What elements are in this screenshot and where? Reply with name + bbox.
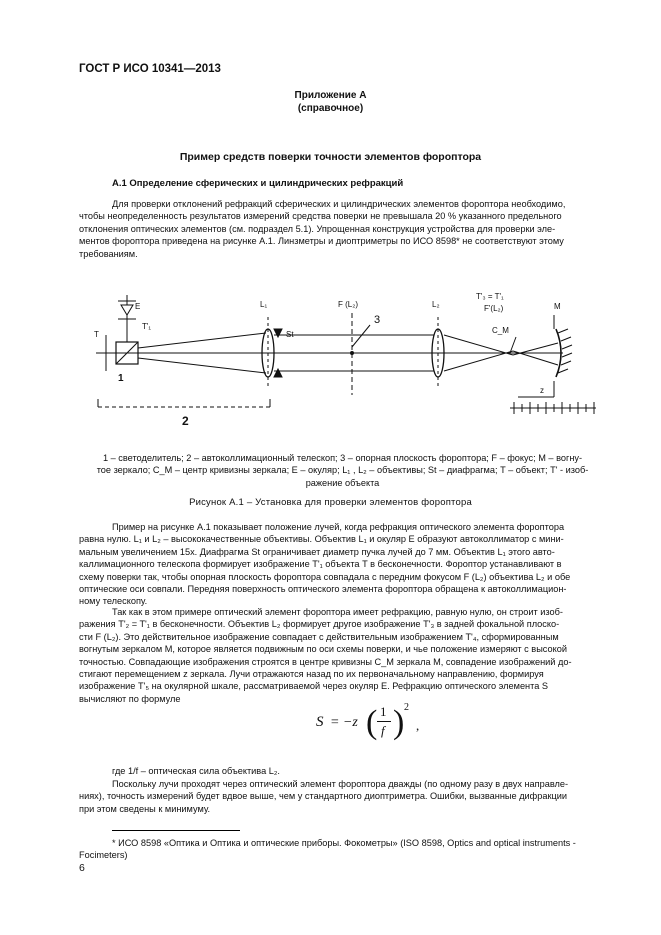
ray [444,335,513,355]
label-e: E [135,302,141,311]
label-2: 2 [182,414,189,428]
text-line: ражения T'₂ = T'₁ в бесконечности. Объектив L₂ формирует другое изображение T'₃ в задней фокальной плоско- [79,619,560,630]
text-line: Для проверки отклонений рефракций сферических и цилиндрических элементов фороптора необходимо, [112,199,566,209]
label-st: St [286,330,294,339]
footnote-divider [112,830,240,831]
formula-paren-open: ( [366,704,378,741]
where-line: где 1/f – оптическая сила объектива L₂. [112,766,280,776]
text-line: вогнутым зеркалом M, которое является подвижным по оси схемы поверки, и чье положение измеряют с высокой [79,644,567,655]
optical-setup-figure [88,285,608,435]
formula-paren-close: ) [393,704,405,741]
figure-name: Рисунок А.1 – Установка для проверки элементов фороптора [189,497,472,508]
text-line: каллимационного телескопа формирует изображение T'₁ объекта T в бесконечности. Фороптор устанавливают в [79,559,562,570]
text-line: ментов фороптора приведена на рисунке А.1. Линзметры и диоптриметры по ИСО 8598* не соответствуют этому [79,236,564,247]
caption-line: 1 – светоделитель; 2 – автоколлимационный телескоп; 3 – опорная плоскость фороптора; F – фокус; M – вогну- [102,453,583,463]
formula-fraction-bar [377,721,391,722]
page-number: 6 [79,862,85,874]
main-title: Пример средств поверки точности элементов фороптора [179,151,482,163]
text-line: оптические оси совпали. Передняя поверхность оптического элемента фороптора обращена к автоколлимацион- [79,584,567,595]
text-line: точностью. Совпадающие изображения строятся в центре кривизны C_M зеркала M, совпадение изображений до- [79,656,572,667]
text-line: ниях), точность измерений будет вдвое выше, чем у стандартного диоптриметра. Ошибки, вызванные дифракции [79,791,568,802]
text-line: требованиям. [79,248,138,259]
footnote [79,837,608,862]
ray [138,358,266,373]
text-line: Так как в этом примере оптический элемент фороптора имеет рефракцию, равную нулю, он строит изоб- [112,607,563,617]
formula-denominator: f [381,723,385,738]
footnote-line: Focimeters) [79,850,128,861]
diaphragm-st [274,329,282,337]
ray [138,333,266,348]
eyepiece-marker [121,305,133,315]
footnote-line: * ИСО 8598 «Оптика и Оптика и оптические приборы. Фокометры» (ISO 8598, Optics and optical instruments - [112,838,576,848]
paragraph-3 [79,606,608,705]
text-line: сти F (L₂). Это действительное изображение совпадает с действительным изображением T'₄, сформированным [79,631,559,642]
caption-line: ражение объекта [305,477,380,488]
text-line: Пример на рисунке А.1 показывает положение лучей, когда рефракция оптического элемента фороптора [112,522,565,532]
label-fprime-l2: F'(L₂) [484,304,504,313]
section-a1-title: А.1 Определение сферических и цилиндрических рефракций [112,178,404,189]
ray [444,351,513,371]
text-line: стигают перемещением z зеркала. Лучи отражаются назад по их первоначальному направлению, формируя [79,669,544,680]
text-line: Поскольку лучи проходят через оптический элемент фороптора дважды (по одному разу в двух направле- [112,779,569,789]
paragraph-4 [79,778,608,815]
text-line: ному телескопу. [79,596,148,607]
refraction-formula [316,700,456,760]
label-l1: L₁ [260,300,268,309]
text-line: чтобы неопределенность результатов измерений средства поверки не превышала 20 % указанного предельного [79,211,562,222]
label-z: z [540,386,544,395]
formula-exponent: 2 [404,702,409,713]
text-line: изображение T'₅ на окулярной шкале, рассматриваемой через окуляр E. Рефракцию оптического элемента S [79,681,549,692]
paragraph-1 [79,198,608,260]
text-line: вычисляют по формуле [79,693,181,704]
label-m: M [554,302,561,311]
formula-comma: , [416,718,420,733]
label-3: 3 [374,314,381,326]
label-1: 1 [118,373,124,384]
text-line: схему поверки так, чтобы опорная плоскость фороптора совпадала с передним фокусом F (L₂) объектива L₂ и обе [79,571,571,582]
annex-title: Приложение А [294,90,367,101]
label-t: T [94,330,99,339]
caption-line: тое зеркало; C_M – центр кривизны зеркала; E – окуляр; L₁ , L₂ – объективы; St – диафрагма; T – объект; T' - изоб- [96,465,589,476]
figure-caption [80,452,605,489]
label-t1: T'₁ [142,322,152,331]
text-line: при этом сведены к минимуму. [79,803,211,814]
text-line: мальным увеличением 15х. Диафрагма St ограничивает диаметр пучка лучей до 7 мм. Объектив L₁ этого авто- [79,546,555,557]
formula-eq: = −z [330,715,358,730]
label-cm: C_M [492,326,509,335]
formula-numerator: 1 [380,704,387,719]
text-line: равна нулю. L₁ и L₂ – высококачественные объективы. Объектив L₁ и окуляр E образуют автоколлиматор с мини- [79,534,564,545]
paragraph-2 [79,521,608,608]
label-t3: T'₃ = T'₁ [476,292,504,301]
text-line: отклонения оптических элементов (см. подраздел 5.1). Упрощенная конструкция устройства для проверки эле- [79,223,556,234]
doc-code: ГОСТ Р ИСО 10341—2013 [79,63,221,75]
label-focus-l2: F (L₂) [338,300,358,309]
formula-s: S [316,714,324,730]
annex-subtitle: (справочное) [297,103,364,114]
label-l2: L₂ [432,300,440,309]
